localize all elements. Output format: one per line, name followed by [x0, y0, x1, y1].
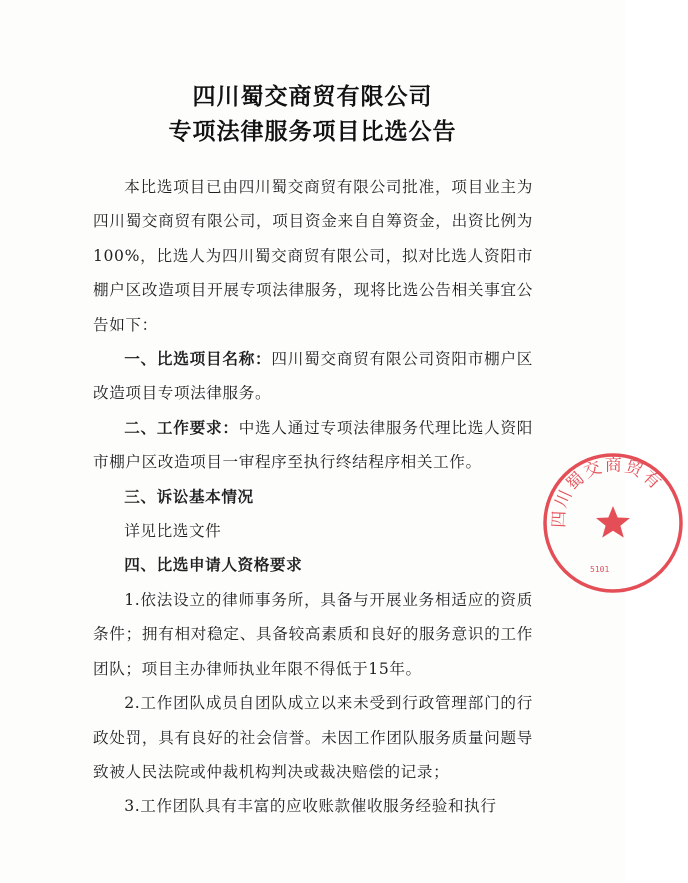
seal-arc-textpath: 四川蜀交商贸有: [549, 455, 667, 529]
seal-number: 5101: [590, 565, 610, 574]
section-1-text: 四川蜀交商贸有限公司资阳市棚户区改造项目专项法律服务。: [93, 350, 533, 403]
section-1-paragraph: [93, 342, 533, 411]
section-3-heading-paragraph: [93, 480, 533, 514]
section-2-paragraph: [93, 411, 533, 480]
seal-star-icon: [596, 506, 630, 538]
section-4-heading-paragraph: [93, 548, 533, 582]
section-4-item-2: 2.工作团队成员自团队成立以来未受到行政管理部门的行政处罚，具有良好的社会信誉。未因工作团队服务质量问题导致被人民法院或仲裁机构判决或裁决赔偿的记录；: [93, 694, 533, 781]
seal-arc-text: [549, 456, 666, 529]
title-line-2: 专项法律服务项目比选公告: [168, 119, 457, 145]
section-3-text: 详见比选文件: [124, 522, 222, 541]
company-seal-stamp: [538, 448, 688, 598]
section-2-text: 中选人通过专项法律服务代理比选人资阳市棚户区改造项目一审程序至执行终结程序相关工作。: [93, 418, 533, 472]
section-4-item-3: 3.工作团队具有丰富的应收账款催收服务经验和执行: [124, 797, 497, 816]
section-2-heading: 二、工作要求：: [124, 418, 239, 437]
document-body: [93, 170, 533, 824]
intro-paragraph: 本比选项目已由四川蜀交商贸有限公司批准，项目业主为四川蜀交商贸有限公司，项目资金来自自筹资金，出资比例为100%，比选人为四川蜀交商贸有限公司，拟对比选人资阳市棚户区改造项目开展专项法律服务，现将比选公告相关事宜公告如下：: [93, 178, 533, 334]
section-4-item-1: 1.依法设立的律师事务所，具备与开展业务相适应的资质条件；拥有相对稳定、具备较高素质和良好的服务意识的工作团队；项目主办律师执业年限不得低于15年。: [93, 590, 533, 678]
section-1-heading: 一、比选项目名称：: [124, 350, 272, 369]
seal-ring: [545, 455, 681, 591]
section-3-heading: 三、诉讼基本情况: [124, 487, 254, 506]
section-4-heading: 四、比选申请人资格要求: [124, 556, 303, 575]
title-line-1: 四川蜀交商贸有限公司: [192, 84, 433, 110]
